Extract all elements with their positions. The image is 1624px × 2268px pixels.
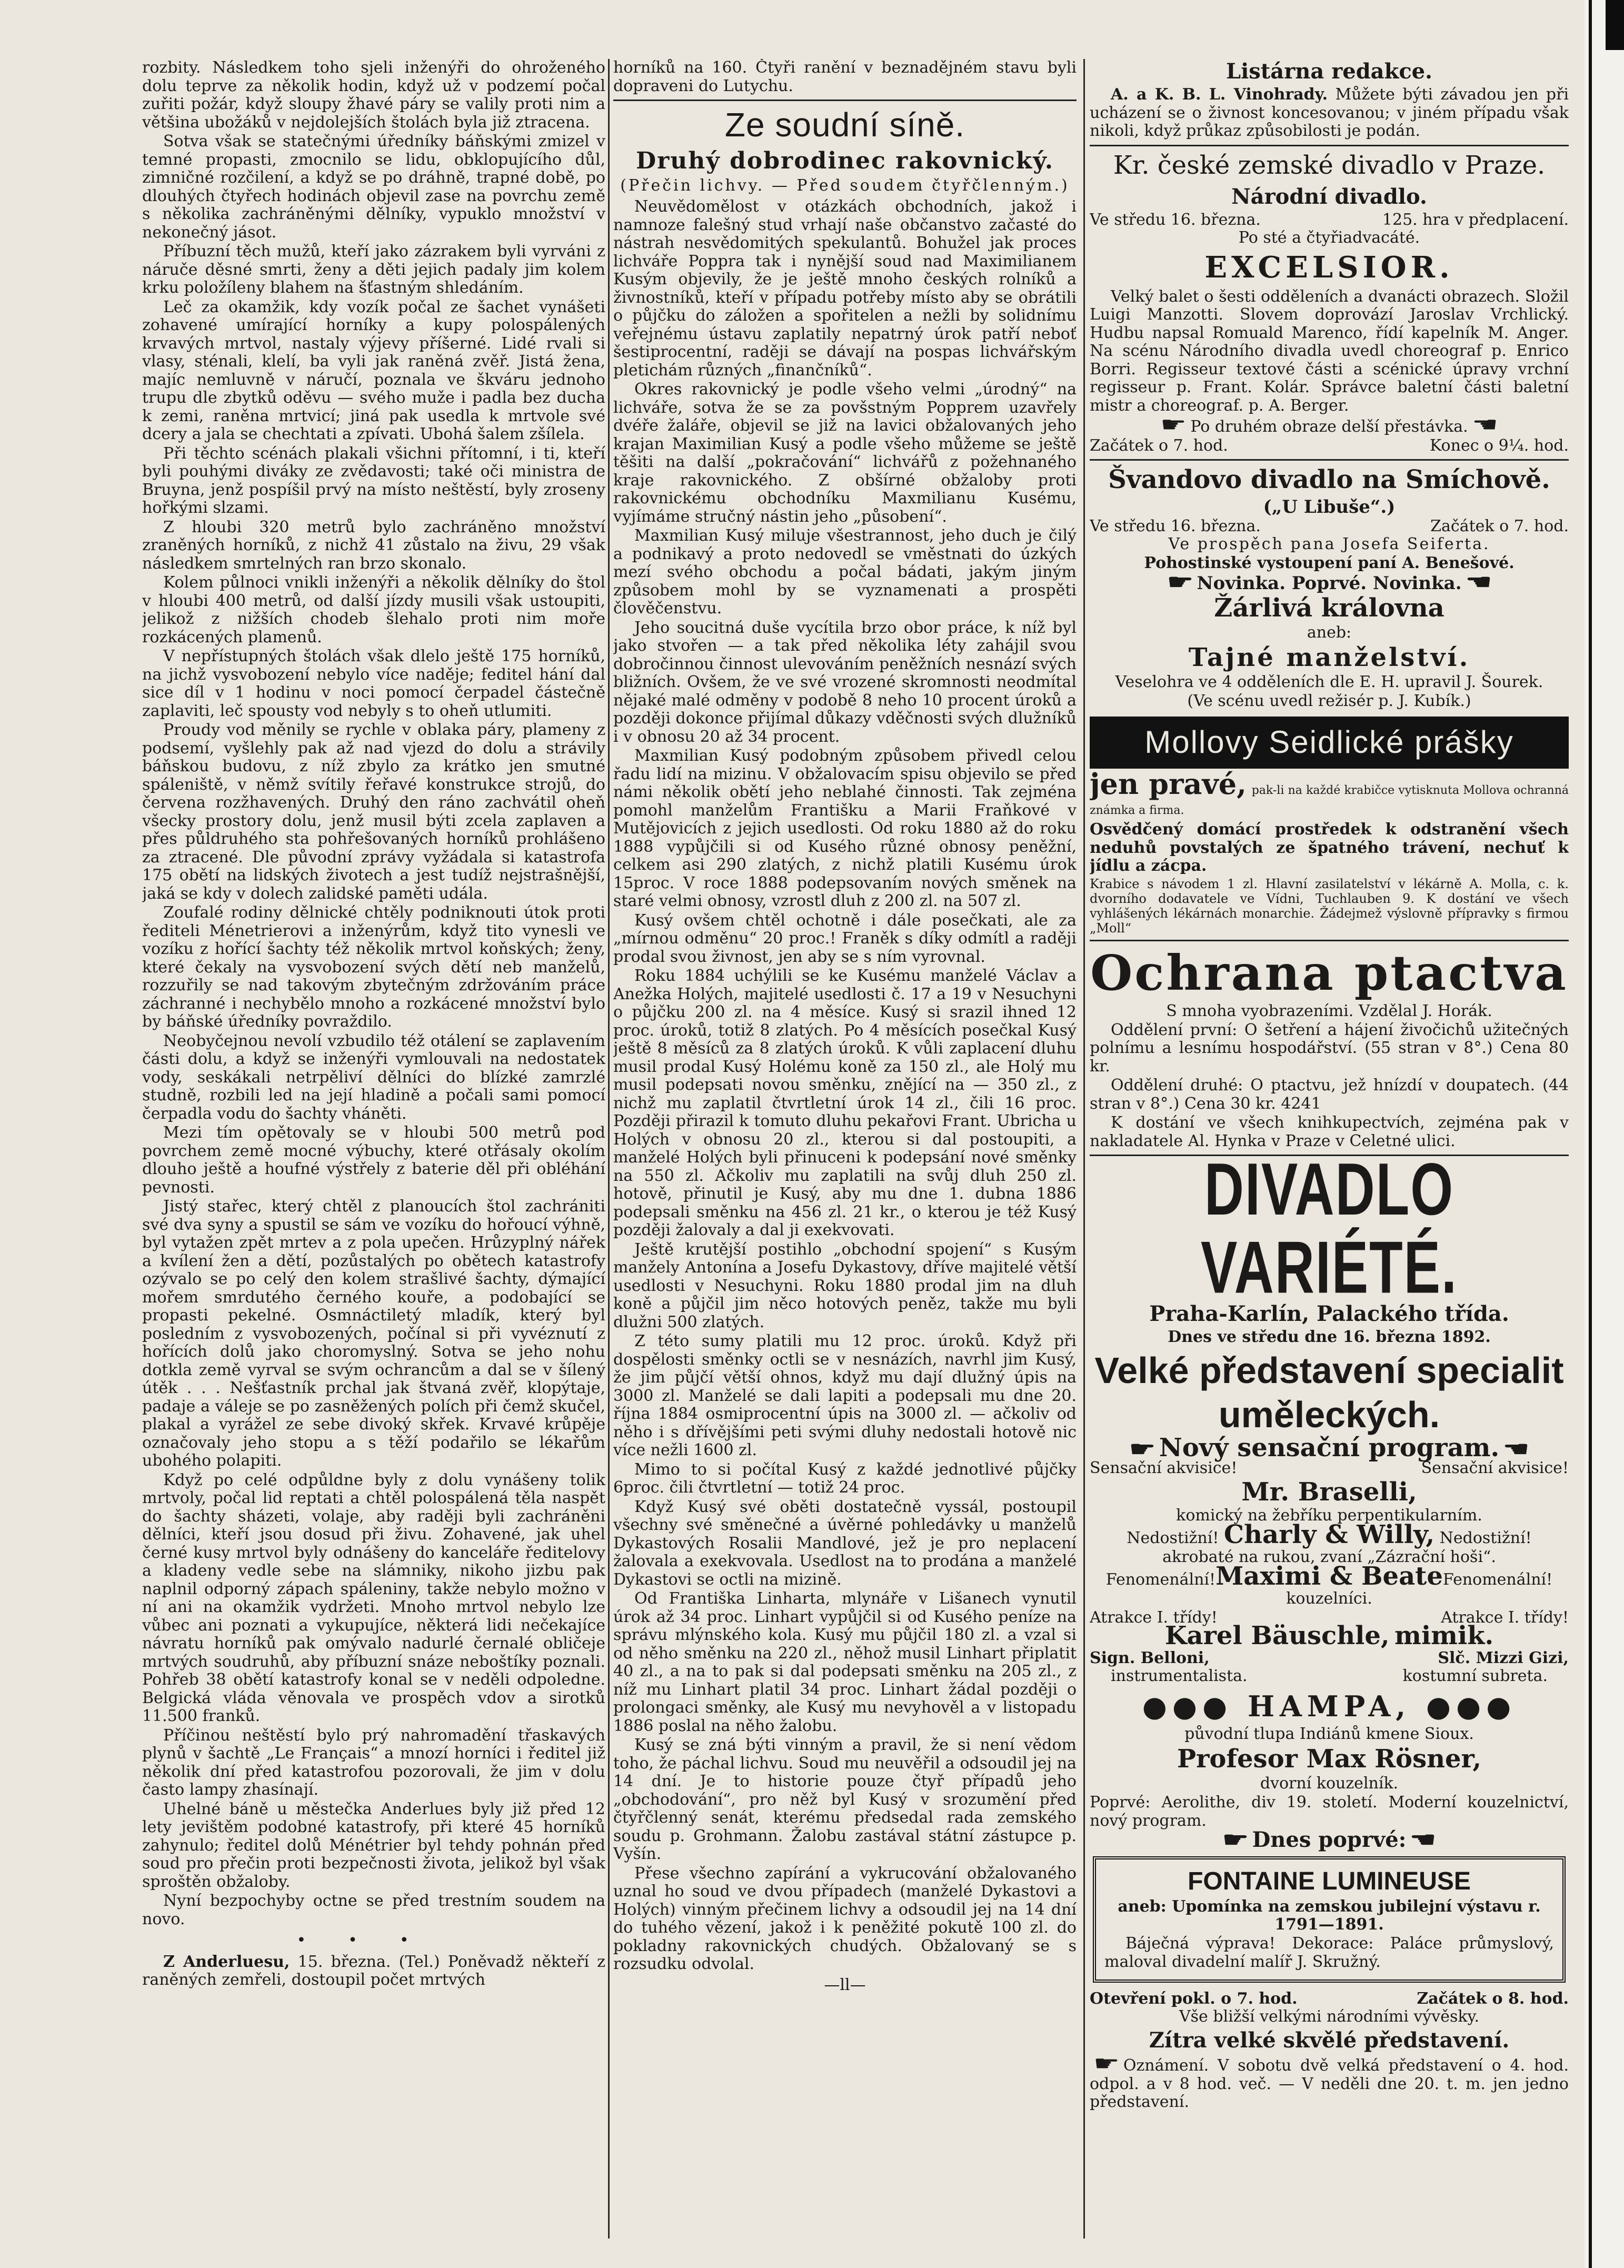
ochrana-sub: S mnoha vyobrazeními. Vzdělal J. Horák. bbox=[1166, 1001, 1492, 1020]
excelsior-note-line bbox=[1090, 413, 1569, 437]
column-3 bbox=[1090, 59, 1569, 2249]
article-paragraph: Příčinou neštěstí bylo prý nahromadění třaskavých plynů v šachtě „Le Français“ a mnozí horníci i ředitel již několik dní před katastrofou pozorovali, že jim v dolu často lampy zhasínají. bbox=[142, 1726, 605, 1799]
pointing-hand-icon: ☛ bbox=[1093, 2052, 1120, 2076]
sv-benefit: Ve prospěch pana Josefa Seiferta. bbox=[1168, 535, 1490, 553]
svandovo-title: Švandovo divadlo na Smíchově. bbox=[1108, 465, 1550, 494]
excelsior-start: Začátek o 7. hod. bbox=[1090, 436, 1228, 455]
oznameni-line bbox=[1090, 2052, 1569, 2112]
article-paragraph: Nyní bezpochyby octne se před trestním soudem na novo. bbox=[142, 1892, 605, 1928]
dnes-poprve-line bbox=[1090, 1827, 1569, 1852]
dots-separator bbox=[142, 1932, 605, 1950]
fontaine-sub: aneb: Upomínka na zemskou jubilejní výstavu r. 1791—1891. bbox=[1118, 1897, 1541, 1934]
article-paragraph: Okres rakovnický je podle všeho velmi „úrodný“ na lichváře, sotva že se za povšstným Popprem uzavřely dvéře žaláře, objevil se již na lavici obžalovaných jeho krajan Maximilian Kusý a podle všeho můžeme se ještě těšiti na další „pokračování“ lichvářů z požehnaného kraje rakovnického. Z obšírné obžaloby proti rakovnickému obchodníku Maxmilianu Kusému, vyjímáme stručný nástin jeho „působení“. bbox=[613, 380, 1077, 526]
gizi-desc: kostumní subreta. bbox=[1402, 1667, 1548, 1685]
pointing-hand-icon: ☚ bbox=[1471, 413, 1498, 437]
excelsior-end: Konec o 9¼. hod. bbox=[1429, 436, 1569, 455]
fontaine-text: Báječná výprava! Dekorace: Paláce průmyslový, maloval divadelní malíř J. Skružný. bbox=[1104, 1934, 1554, 1971]
article-paragraph: Při těchto scénách plakali všichni přítomní, i ti, kteří byli pouhými diváky ze zvědavosti; také oči ministra de Bruyna, jenž pospíšil prvý na místo neštěstí, byly zroseny hořkými slzami. bbox=[142, 444, 605, 517]
variete-title: DIVADLO VARIÉTÉ. bbox=[1201, 1148, 1458, 1309]
separator bbox=[1090, 459, 1569, 461]
dnes-poprve: Dnes poprvé: bbox=[1252, 1827, 1407, 1852]
column-1 bbox=[142, 59, 605, 2249]
article-paragraph: Uhelné báně u městečka Anderlues byly již před 12 lety jevištěm podobné katastrofy, při které 45 horníků zahynulo; ředitel dolů Ménétrier byl tehdy pohnán před soud pro přečin proti bezpečnosti života, jelikož byl však sproštěn obžaloby. bbox=[142, 1799, 605, 1891]
hampa-line: ●●● HAMPA, ●●● bbox=[1142, 1689, 1517, 1723]
veselohra: Veselohra ve 4 odděleních dle E. H. upravil J. Šourek. bbox=[1115, 673, 1543, 691]
charly-left: Nedostižní! bbox=[1127, 1529, 1219, 1547]
column-rule-1 bbox=[608, 59, 610, 2239]
variete-address: Praha-Karlín, Palackého třída. bbox=[1149, 1301, 1509, 1326]
column-2 bbox=[613, 59, 1077, 2249]
maximi-right: Fenomenální! bbox=[1442, 1570, 1553, 1589]
excelsior-times bbox=[1090, 437, 1569, 455]
article-paragraph: Sotva však se statečnými úředníky báňskými zmizel v temné propasti, zmocnilo se lidu, obklopujícího důl, zimničné rozčilení, a když se po dráhně, trapné době, po dlouhých čtyřech hodinách objevil zase na povrchu země s několika zachráněnými dělníky, vypuklo množství v nekonečný jásot. bbox=[142, 132, 605, 242]
ochrana-part1: Oddělení první: O šetření a hájení živočichů užitečných polnímu a lesnímu hospodářství. (55 stran v 8°.) Cena 80 kr. bbox=[1090, 1020, 1569, 1076]
article-paragraph: Jeho soucitná duše vycítila brzo obor práce, k níž byl jako stvořen — a tak před několika léty zahájil svou dobročinnou činnost ulevováním peněžních nesnází svých bližních. Ovšem, že ve své vrozené skromnosti neodmítal nějaké malé odměny v podobě 8 neho 10 procent úroků a později dokonce přijímal důkazy vděčnosti svých dlužníků i v obnosu 20 až 34 procent. bbox=[613, 618, 1077, 746]
sv-note: Pohostinské vystoupení paní A. Benešové. bbox=[1144, 554, 1515, 572]
excelsior-note: Po druhém obraze delší přestávka. bbox=[1190, 417, 1468, 436]
article-paragraph: Kolem půlnoci vnikli inženýři a několik dělníky do štol v hloubi 400 metrů, od další jízdy musili však ustoupiti, jelikož z nižších chodeb šlehalo proti nim moře rozkácených plamenů. bbox=[142, 573, 605, 646]
article-paragraph: Kusý se zná býti vinným a pravil, že si není vědom toho, že páchal lichvu. Soud mu neuvěřil a odsoudil jej na 14 dní. Je to historie pouze čtyř případů jeho „obchodování“, pro něž byl Kusý v srozumění před čtyřčlenný senát, kterému předsedal rada zemského soudu p. Grohmann. Žalobu zastával státní zástupce p. Vyšín. bbox=[613, 1736, 1077, 1863]
telegram-text: 15. března. (Tel.) Poněvadž někteří z raněných zemřeli, dostoupil počet mrtvých bbox=[142, 1952, 605, 1989]
sv-novinka-line bbox=[1090, 570, 1569, 594]
belloni-gizi-line bbox=[1090, 1649, 1569, 1667]
excelsior-text: Velký balet o šesti odděleních a dvanácti obrazech. Složil Luigi Manzotti. Slovem doprovází Jaroslav Vrchlický. Hudbu napsal Romuald Marenco, řídí kapelník M. Anger. Na scénu Národního divadla uvedl choreograf p. Enrico Borri. Regisseur textové části a scénické úpravy vrchní regisseur p. Frant. Kolár. Správce baletní části baletní mistr a choreograf. p. A. Berger. bbox=[1090, 287, 1569, 415]
article-paragraph: rozbity. Následkem toho sjeli inženýři do ohroženého dolu teprve za několik hodin, když už v podzemí počal zuřiti požár, když sloupy žhavé páry se valily proti nim a většina ubožáků v nejdolejších štolách byla již ztracena. bbox=[142, 59, 605, 132]
article-paragraph: Když Kusý své oběti dostatečně vyssál, postoupil všechny své směnečné a úvěrné pohledávky u manželů Dykastových Rosalii Mandlové, jež je pro neplacení žalovala a exekvovala. Usedlost na to prodána a manželé Dykastovi se octli na mizině. bbox=[613, 1497, 1077, 1589]
ochrana-title: Ochrana ptactva bbox=[1090, 944, 1568, 1001]
fontaine-box bbox=[1093, 1856, 1566, 1983]
article-paragraph: Přese všechno zapírání a vykrucování obžalovaného uznal ho soud ve dvou případech (manželé Dykastovi a Holých) vinným přečinem lichvy a odsoudil jej na 14 dní do tuhého vězení, jakož i k peněžité pokutě 100 zl. do pokladny rakovnických chudých. Obžalovaný se s rozsudku odvolal. bbox=[613, 1864, 1077, 1973]
article-paragraph: Mezi tím opětovaly se v hloubi 500 metrů pod povrchem země mocné výbuchy, které otřásaly okolím dlouho ještě a houfné výstřely z baterie děl při obléhání pevnosti. bbox=[142, 1123, 605, 1197]
edge-mark bbox=[1606, 0, 1624, 50]
nd-line2: Po sté a čtyřiadvacáté. bbox=[1238, 228, 1420, 247]
bauschle-desc: mimik. bbox=[1394, 1621, 1494, 1650]
article-paragraph: Od Františka Linharta, mlynáře v Lišanech vynutil úrok až 34 proc. Linhart vypůjčil si od Kusého peníze na správu mlýnského kola. Kusý mu půjčil 180 zl. a vzal si od něho směnku na 220 zl., něhož musil Linhart připlatit 40 zl., a na to pak si dal podepsati směnku na 205 zl., z níž mu Linhart platil 34 proc. Linhart žádal později o prolongaci směnky, ale Kusý mu nevyhověl a v listopadu 1886 poslal na něho žalobu. bbox=[613, 1589, 1077, 1735]
novy-program: Nový sensační program. bbox=[1159, 1433, 1500, 1463]
listarna-title: Listárna redakce. bbox=[1226, 59, 1433, 84]
article-paragraph: Příbuzní těch mužů, kteří jako zázrakem byli vyrváni z náruče děsné smrti, ženy a děti jejich padaly jim kolem krku položíleny blahem na šťastným shledáním. bbox=[142, 242, 605, 297]
page-edge bbox=[1585, 0, 1624, 2268]
belloni-gizi-desc bbox=[1090, 1667, 1569, 1685]
ochrana-part2: Oddělení druhé: O ptactvu, jež hnízdí v doupatech. (44 stran v 8°.) Cena 30 kr. 4241 bbox=[1090, 1076, 1569, 1113]
charly: Charly & Willy, bbox=[1223, 1520, 1435, 1549]
article-paragraph: Z této sumy platili mu 12 proc. úroků. Když při dospělosti směnky octli se v nesnázích, navrhl jim Kusý, že jim půjčí větší ohnos, když mu dají dlužný úpis na 3000 zl. Manželé se dali lapiti a podepsali mu dne 20. října 1884 osmiprocentní úpis na 3000 zl. — ačkoliv od něho i s dřívějšími peti svými dluhy nedostali hotově nic více nežli 1600 zl. bbox=[613, 1332, 1077, 1459]
oteviren: Otevření pokl. o 7. hod. bbox=[1090, 1990, 1298, 2008]
moll-banner: Mollovy Seidlické prášky bbox=[1090, 717, 1569, 769]
maximi: Maximi & Beate bbox=[1215, 1561, 1443, 1591]
signoff: —ll— bbox=[824, 1975, 866, 1994]
sv-novinka: Novinka. Poprvé. Novinka. bbox=[1197, 573, 1462, 594]
nd-date: Ve středu 16. března. bbox=[1090, 210, 1261, 229]
rosner-desc: dvorní kouzelník. bbox=[1260, 1774, 1399, 1793]
zitra: Zítra velké skvělé představení. bbox=[1149, 2028, 1510, 2053]
separator bbox=[1090, 145, 1569, 146]
pointing-hand-icon: ☚ bbox=[1503, 1437, 1530, 1461]
charly-line bbox=[1090, 1520, 1569, 1549]
gizi: Slč. Mizzi Gizi, bbox=[1438, 1649, 1569, 1667]
narodni-divadlo: Národní divadlo. bbox=[1231, 184, 1427, 209]
atrakce-left: Atrakce I. třídy! bbox=[1090, 1608, 1218, 1627]
poprve-line: Poprvé: Aerolithe, div 19. století. Moderní kouzelnictví, nový program. bbox=[1090, 1793, 1569, 1830]
sens-right: Sensační akvisice! bbox=[1421, 1459, 1569, 1477]
moll-lead-small: pak-li na každé krabičce vytisknuta Mollova ochranná známka a firma. bbox=[1090, 784, 1569, 817]
belloni-desc: instrumentalista. bbox=[1111, 1667, 1248, 1685]
atrakce-right: Atrakce I. třídy! bbox=[1441, 1608, 1569, 1627]
divadlo-title: Kr. české zemské divadlo v Praze. bbox=[1113, 150, 1546, 180]
charly-desc: akrobaté na rukou, zvaní „Zázrační hoši“. bbox=[1162, 1548, 1496, 1566]
article-paragraph: Leč za okamžik, kdy vozík počal ze šachet vynášeti zohavené umírající horníky a kupy polospálených krvavých mrtvol, nastaly výjevy příšerné. Lidé rvali si vlasy, sténali, klelí, ba vyli jak raněná zvěř. Jistá žena, majíc nemluvně v náručí, poznala ve škváru jednoho trupu dle zbytků oděvu — svého muže i padla bez ducha k zemi, raněna mrtvicí; jiná pak usedla k mrtvole své dcery a jala se chechtati a zpívati. Ubohá šalem zšílela. bbox=[142, 297, 605, 443]
listarna-address: A. a K. B. L. Vinohrady. bbox=[1111, 85, 1328, 104]
sv-start: Začátek o 7. hod. bbox=[1430, 517, 1569, 535]
section-title: Ze soudní síně. bbox=[724, 106, 965, 144]
article-paragraph: Zoufalé rodiny dělnické chtěly podniknouti útok proti řediteli Ménetrierovi a inženýrům, když tito vynesli ve vozíku z hořící šachty též několik mrtvol koňských; ženy, které čekaly na vysvobození svých dětí neb manželů, rozzuřily se nad takovým zbytečným zdržováním práce záchranné i nechybělo mnoho a rozkácené množství bylo by báňské úředníky povraždilo. bbox=[142, 903, 605, 1031]
edge-rule bbox=[1589, 0, 1592, 2268]
article-paragraph: V nepřístupných štolách však dlelo ještě 175 horníků, na jichž vysvobození nebylo více naděje; feditel hání dal sice díl v 1 hodinu v noci pomocí čerpadel částečně zaplaviti, leč spousty vod nebyly s to oheň utlumiti. bbox=[142, 647, 605, 720]
nd-line bbox=[1090, 211, 1569, 229]
moll-lead bbox=[1090, 767, 1569, 820]
maximi-left: Fenomenální! bbox=[1105, 1570, 1216, 1589]
maximi-line bbox=[1090, 1561, 1569, 1591]
dot: • bbox=[399, 1931, 451, 1949]
zarliva-title: Žárlivá královna bbox=[1214, 593, 1444, 623]
pointing-hand-icon: ☛ bbox=[1160, 413, 1187, 437]
sens-left: Sensační akvisice! bbox=[1090, 1459, 1238, 1477]
article-subtitle: (Přečin lichvy. — Před soudem čtyřčlenným.) bbox=[620, 176, 1070, 195]
article-paragraph: Neobyčejnou nevolí vzbudilo též otálení se zaplavením části dolu, a když se inženýři vymlouvali na nedostatek vody, seskákali netrpěliví dělníci do blízké zamrzlé studně, rozbili led na její hladině a počali sami pomocí čerpadla vodu do šachty vháněti. bbox=[142, 1031, 605, 1123]
dot: • bbox=[348, 1931, 400, 1949]
novy-program-line bbox=[1090, 1433, 1569, 1463]
variete-date: Dnes ve středu dne 16. března 1892. bbox=[1168, 1328, 1491, 1346]
blizsi: Vše bližší velkými národními vývěsky. bbox=[1179, 2007, 1480, 2026]
separator bbox=[1090, 940, 1569, 941]
article-paragraph: Kusý ovšem chtěl ochotně i dále posečkati, ale za „mírnou odměnu“ 20 proc.! Franěk s díky odmítl a raději prodal svou živnost, jen aby se s ním vyrovnal. bbox=[613, 911, 1077, 966]
svandovo-sub: („U Libuše“.) bbox=[1263, 496, 1396, 518]
bauschle-line bbox=[1090, 1621, 1569, 1650]
pointing-hand-icon: ☛ bbox=[1129, 1437, 1155, 1461]
ochrana-part3: K dostání ve všech knihkupectvích, zejména pak v nakladatele Al. Hynka v Praze v Celetné ulici. bbox=[1090, 1113, 1569, 1150]
moll-small: Krabice s návodem 1 zl. Hlavní zasilatelství v lékárně A. Molla, c. k. dvorního dodavatele ve Vídni, Tuchlauben 9. K dostání ve všech vyhlášených lékárnách monarchie. Žádejmež výslovně přípravky s firmou „Moll“ bbox=[1090, 876, 1569, 936]
dot: • bbox=[296, 1931, 348, 1949]
article-paragraph: Z hloubi 320 metrů bylo zachráněno množství zraněných horníků, z nichž 41 zůstalo na živu, 29 však následkem smrtelných ran brzo skonalo. bbox=[142, 518, 605, 573]
fontaine-title: FONTAINE LUMINEUSE bbox=[1188, 1867, 1471, 1895]
column-rule-2 bbox=[1083, 59, 1085, 2239]
nd-performance: 125. hra v předplacení. bbox=[1382, 210, 1569, 229]
telegram-place: Z Anderluesu, bbox=[163, 1952, 290, 1971]
zacatek8: Začátek o 8. hod. bbox=[1417, 1990, 1569, 2008]
rezie: (Ve scénu uvedl režisér p. J. Kubík.) bbox=[1187, 692, 1471, 710]
article-paragraph: Ještě krutější postihlo „obchodní spojení“ s Kusým manžely Antonína a Josefu Dykastovy, dříve majitelé větší usedlosti v Nesuchyni. Roku 1880 prodal jim na dluh koně a půjčil jim něco hotových peněz, takže mu byli dlužni 500 zlatých. bbox=[613, 1240, 1077, 1331]
article-paragraph: Když po celé odpůldne byly z dolu vynášeny tolik mrtvoly, počal lid reptati a chtěl polospálená těla naspět do šachty sházeti, volaje, aby raději byli zachráněni dělníci, kteří jsou dosud při živu. Zohavené, jak uhel černé kusy mrtvol byly odnášeny do kanceláře ředitelovy a kladeny vedle sebe na slámniky, nikoho jizbu pak naplnil odporný zápach spáleniny, takže nebylo možno v ní ani na okamžik vydržeti. Mnoho mrtvol nebylo lze vůbec ani poznati a vykupujíce, některá lidi nečekajíce návratu horníků pak omývalo nadurlé černalé obličeje mrtvých soudruhů, aby příbuzní snáze neboštíky poznali. Pohřeb 38 obětí katastrofy konal se v neděli odpoledne. Belgická vláda věnovala ve prospěch vdov a sirotků 11.500 franků. bbox=[142, 1470, 605, 1725]
braselli: Mr. Braselli, bbox=[1241, 1477, 1417, 1507]
hampa: HAMPA, bbox=[1247, 1689, 1411, 1723]
velke-title: Velké představení specialit uměleckých. bbox=[1094, 1350, 1564, 1435]
article-paragraph: Neuvědomělost v otázkách obchodních, jakož i namnoze falešný stud vrhají naše občanstvo začasté do nástrah nesvědomitých spekulantů. Bohužel jak proces lichváře Poppra tak i nynější soud nad Maximilianem Kusým objevily, že je ještě mnoho českých rolníků a živnostníků, kteří v případu potřeby místo aby se obrátili o půjčku do záložen a spořitelen a nežli by solidnímu veřejnému ústavu zaplatily nepatrný úrok patří neboť šestiprocentní, raději se dávají na pospas lichvářským pletichám různých „finančníků“. bbox=[613, 197, 1077, 380]
charly-right: Nedostižní! bbox=[1439, 1529, 1532, 1547]
telegram-paragraph bbox=[142, 1953, 605, 1990]
aneb: aneb: bbox=[1307, 623, 1352, 642]
belloni: Sign. Belloni, bbox=[1090, 1649, 1210, 1667]
article-paragraph: Proudy vod měnily se rychle v oblaka páry, plameny z podsemí, vyšlehly pak až nad vjezd do dolu a strávily báňskou budovu, z níž zbylo za krátko jen smutné spáleniště, v němž svítily řeřavé konstrukce strojů, do červena rozžhavených. Druhý den ráno zachvátil oheň všecky prostory dolu, jenž musil býti zcela zaplaven a přes půldruhého sta pohřešovaných horníků prohlášeno za ztracené. Dle původní zprávy vyžádala si katastrofa 175 obětí na lidských životech a jest tudíž nejstrašnější, jaká se kdy v dolech zalidské paměti udála. bbox=[142, 721, 605, 903]
article-paragraph: horníků na 160. Čtyři ranění v beznadějném stavu byli dopraveni do Lutychu. bbox=[613, 59, 1077, 95]
separator bbox=[613, 100, 1077, 101]
pointing-hand-icon: ☛ bbox=[1222, 1827, 1249, 1852]
hampa-desc: původní tlupa Indiánů kmene Sioux. bbox=[1184, 1725, 1474, 1743]
moll-text: Osvědčený domácí prostředek k odstranění všech neduhů povstalých ze špatného trávení, nechuť k jídlu a zácpa. bbox=[1090, 820, 1569, 875]
sv-date: Ve středu 16. března. bbox=[1090, 517, 1261, 535]
pointing-hand-icon: ☚ bbox=[1410, 1827, 1437, 1852]
oteviren-line bbox=[1090, 1990, 1569, 2008]
braselli-desc: komický na žebříku perpentikularním. bbox=[1176, 1506, 1482, 1525]
pointing-hand-icon: ☛ bbox=[1167, 570, 1193, 594]
article-title: Druhý dobrodinec rakovnický. bbox=[635, 147, 1054, 174]
listarna-text: Můžete býti závadou jen při ucházení se o živnost koncesovanou; v jiném případu však nikoli, když průkaz způsobilosti je podán. bbox=[1090, 85, 1569, 140]
oznameni: Oznámení. V sobotu dvě velká představení o 4. hod. odpol. a v 8 hod. več. — V neděli dne 20. t. m. jen jedno představení. bbox=[1090, 2056, 1569, 2111]
article-paragraph: Roku 1884 uchýlili se ke Kusému manželé Václav a Anežka Holých, majitelé usedlosti č. 17 a 19 v Nesuchyni o půjčku 200 zl. na 4 měsíce. Kusý si srazil ihned 12 proc. úroků, totiž 8 zlatých. Po 4 měsících posečkal Kusý ještě 8 měsíců za 8 zlatých úroků. K vůli zaplacení dluhu musil prodal Kusý Holému koně za 150 zl., ale Holý mu musil podepsati novou směnku, znějící na — 350 zl., z nichž mu zaplatil čtvrtletní úrok 14 zl., čili 16 proc. Později přirazil k tomuto dluhu pekařovi Frant. Ubricha u Holých v obnosu 20 zl., kterou si dal postoupiti, a manželé Holých byli přinuceni k podepsání nové směnky na 550 zl. Ačkoliv mu zaplatili na svůj dluh 250 zl. hotově, přinutil je Kusý, aby mu dne 1. dubna 1886 podepsali směnku na 456 zl. 21 kr., o kterou je též Kusý později žalovaly a dal ji exekvovati. bbox=[613, 967, 1077, 1239]
tajne-title: Tajné manželství. bbox=[1188, 643, 1470, 672]
maximi-desc: kouzelníci. bbox=[1286, 1589, 1372, 1608]
sv-line bbox=[1090, 518, 1569, 535]
moll-lead-big: jen pravé, bbox=[1090, 767, 1247, 801]
excelsior-title: EXCELSIOR. bbox=[1204, 250, 1454, 285]
bauschle: Karel Bäuschle, bbox=[1164, 1621, 1390, 1650]
listarna-paragraph bbox=[1090, 86, 1569, 141]
article-paragraph: Maxmilian Kusý miluje všestrannost, jeho duch je čilý a podnikavý a proto nedovedl se vměstnati do úzkých mezí svého obchodu a počal bádati, jakým jiným způsobem mohl by se vyznamenati a prospěti člověčenstvu. bbox=[613, 526, 1077, 618]
article-paragraph: Maxmilian Kusý podobným způsobem přivedl celou řadu lidí na mizinu. V obžalovacím spisu objevilo se před námi několik obětí jeho neblahé činnosti. Tak zejména pomohl manželům Františku a Marii Fraňkové v Mutějovicích z jejich usedlosti. Od roku 1880 až do roku 1888 vypůjčili si od Kusého různé obnosy peněžní, celkem asi 290 zlatých, z nichž platili Kusému úrok 15proc. V roce 1888 podepsovaním nových směnek na staré velmi obnosy, vzrostl dluh z 200 zl. na 507 zl. bbox=[613, 747, 1077, 910]
pointing-hand-icon: ☚ bbox=[1465, 570, 1492, 594]
article-paragraph: Mimo to si počítal Kusý z každé jednotlivé půjčky 6proc. čili čtvrtletní — totiž 24 proc. bbox=[613, 1460, 1077, 1497]
article-paragraph: Jistý stařec, který chtěl z planoucích štol zachrániti své dva syny a spustil se sám ve vozíku do hořoucí výhně, byl vytažen zpět mrtev a z pola upečen. Hrůzyplný nářek a kvílení žen a dětí, pozůstalých po obětech katastrofy ozývalo se po celý den kolem strašlivé šachty, dýmající mořem smrdutého černého kouře, a podobající se propasti pekelné. Osmnáctiletý mladík, který byl posledním z vysvobozených, počínal si při vyvéznutí z hořících dolů jako choromyslný. Sotva se jeho nohu dotkla země vyrval se svým ochrancům a dal se v šílený útěk . . . Nešťastník prchal jak štvaná zvěř, klopýtaje, padaje a váleje se po zasněžených polích při čemž skučel, plakal a vyrážel ze sebe divoký skřek. Krvavé krůpěje označovaly jeho stopu a s těží podařilo se lékařům ubohého polapiti. bbox=[142, 1197, 605, 1470]
rosner: Profesor Max Rösner, bbox=[1177, 1744, 1482, 1774]
